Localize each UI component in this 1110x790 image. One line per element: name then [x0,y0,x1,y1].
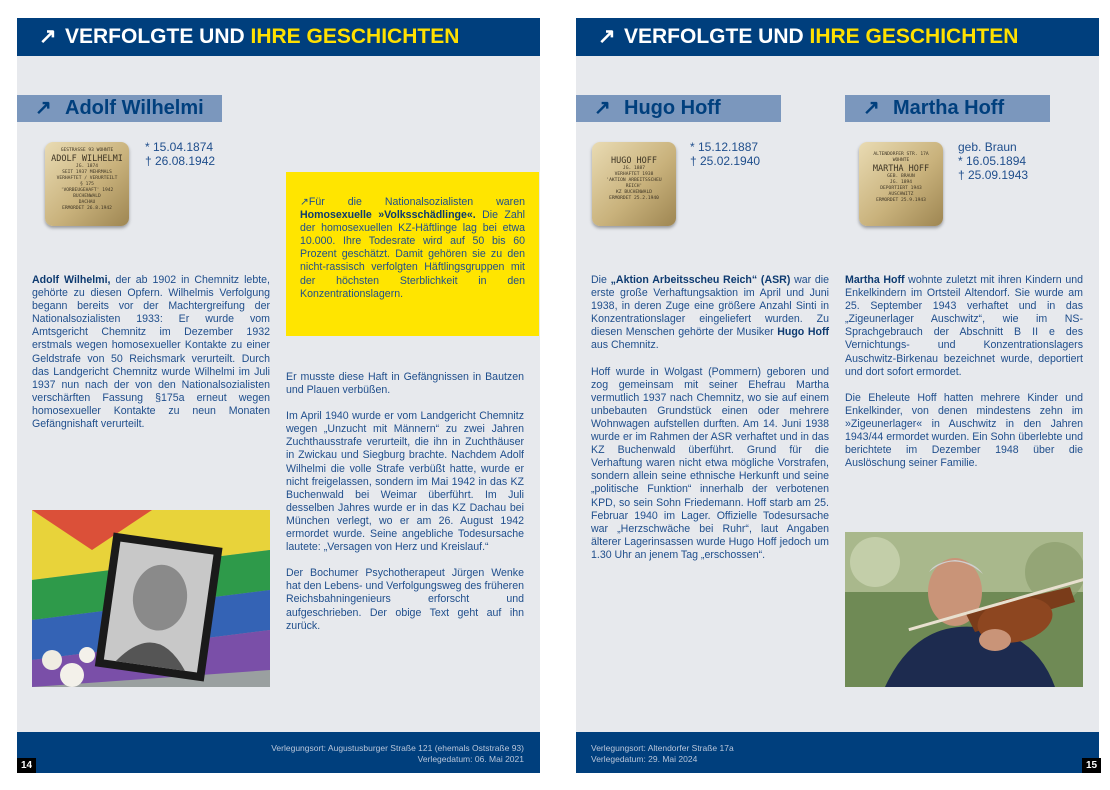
bold-name: Hugo Hoff [777,326,829,339]
stone-line: JG. 1894 [889,180,913,185]
stone-line: WOHNTE [892,158,910,163]
stone-line: JG. 1874 [75,164,99,169]
box-text: Die Zahl der homosexuellen KZ-Häftlinge lag bei etwa 10.000. Ihre Todesrate wird auf 50 bis 60 Prozent geschätzt. Damit gehören sie zu den nicht-rassisch verfolgten Häftlingsgruppen mit der höchsten Sterblichkeit in den Konzentrationslagern. [300,209,525,300]
maiden-name: geb. Braun [958,140,1017,154]
banner-title-highlight: IHRE GESCHICHTEN [250,25,460,48]
banner-title-prefix: VERFOLGTE UND [65,25,251,48]
footer-location: Verlegungsort: Altendorfer Straße 17a [591,743,734,753]
life-dates-martha [958,140,1028,182]
bold-name: Martha Hoff [845,274,905,286]
person-name: Adolf Wilhelmi [65,97,204,119]
birth-date: * 16.05.1894 [958,154,1027,168]
box-text: Für die Nationalsozialisten waren [308,196,525,208]
footer-date: Verlegedatum: 06. Mai 2021 [417,754,524,764]
stone-line: GESTRASSE 93 WOHNTE [60,148,114,153]
paragraph: Die [591,274,611,286]
stone-line: JG. 1887 [622,166,646,171]
right-column-text [286,371,524,646]
photo-violinist [845,532,1083,687]
box-bold: Homosexuelle »Volksschädlinge«. [300,209,476,222]
hugo-column-text [591,274,829,575]
stone-line: 'VORBEUGEHAFT' 1942 [60,188,114,193]
stone-line: 'AKTION ARBEITSSCHEU [606,178,662,183]
stolperstein-martha-hoff [859,142,943,226]
photo-portrait-on-rainbow-flag [32,510,270,687]
stone-line: ADOLF WILHELMI [51,154,123,164]
stone-line: GEB. BRAUN [887,174,915,179]
death-date: † 26.08.1942 [145,154,216,168]
person-name: Martha Hoff [893,97,1005,119]
left-banner [17,18,540,56]
stone-line: ERMORDET 25.2.1940 [609,196,659,201]
paragraph: Der Bochumer Psychotherapeut Jürgen Wenke hat den Lebens- und Verfolgungsweg des früheren Reichsbahningenieurs erforscht und aufgeschrieben. Der obige Text geht auf ihn zurück. [286,567,524,632]
right-page [576,18,1099,773]
death-date: † 25.02.1940 [690,154,761,168]
stone-line: VERHAFTET / VERURTEILT [56,176,118,181]
person-name: Hugo Hoff [624,97,721,119]
stone-line: REICH' [625,184,643,189]
stone-line: ERMORDET 26.8.1942 [62,206,112,211]
arrow-up-right-icon: ↗ [39,25,57,48]
name-tab-adolf-wilhelmi [17,95,222,122]
stone-line: DACHAU [78,200,96,205]
stone-line: ALTENDORFER STR. 17A [873,152,929,157]
stone-line: KZ BUCHENWALD [616,190,652,195]
paragraph: der ab 1902 in Chemnitz lebte, gehörte zu diesen Opfern. Wilhelmis Verfolgung begann bereits vor der Machtergreifung der Nationalsozialisten 1933: Er wurde vom Amtsgericht Chemnitz im Dezember 1932 erstmals wegen homosexueller Kontakte zu einer Geldstrafe von 50 Reichsmark verurteilt. Durch das Landgericht Chemnitz wurde Wilhelmi im Juli 1937 nun nach der von den Nationalsozialisten verschärften Fassung §175a erneut wegen homosexueller Kontakte zu neun Monaten Gefängnishaft verurteilt. [32,274,270,431]
death-date: † 25.09.1943 [958,168,1029,182]
arrow-up-right-icon: ↗ [598,25,616,48]
stone-line: VERHAFTET 1938 [614,172,654,177]
banner-title-prefix: VERFOLGTE UND [624,25,810,48]
paragraph: aus Chemnitz. [591,339,659,352]
right-footer [576,732,1099,773]
paragraph: Er musste diese Haft in Gefängnissen in Bautzen und Plauen verbüßen. [286,371,524,397]
paragraph: wohnte zuletzt mit ihren Kindern und Enkelkindern im Ortsteil Altendorf. Sie wurde am 25. September 1943 verhaftet und in das „Zigeunerlager Auschwitz“, wie im NS-Sprachgebrauch der Abschnitt B II e des Vernichtungs- und Konzentrationslagers Auschwitz-Birkenau bezeichnet wurde, deportiert und dort sofort ermordet. [845,274,1083,378]
life-dates-hugo [690,140,760,168]
stolperstein-wilhelmi [45,142,129,226]
birth-date: * 15.04.1874 [145,140,214,154]
name-tab-hugo-hoff [576,95,781,122]
bold-term: „Aktion Arbeitsscheu Reich“ (ASR) [610,274,791,286]
arrow-up-right-icon: ↗ [594,97,611,119]
paragraph: war die erste große Verhaftungsaktion im April und Juni 1938, in deren Zuge eine größere Anzahl Sinti in Konzentrationslager eingeliefert wurden. Zu diesen Menschen gehörte der Musiker [591,274,829,339]
right-banner [576,18,1099,56]
birth-date: * 15.12.1887 [690,140,759,154]
arrow-up-right-icon: ↗ [863,97,880,119]
name-tab-martha-hoff [845,95,1050,122]
stone-line: HUGO HOFF [610,156,658,166]
footer-location: Verlegungsort: Augustusburger Straße 121 (ehemals Oststraße 93) [271,743,524,753]
page-number-right: 15 [1082,758,1101,773]
page-number-left: 14 [17,758,36,773]
life-dates [145,140,215,168]
stone-line: § 175 [80,182,94,187]
stone-line: DEPORTIERT 1943 [880,186,922,191]
left-page [17,18,540,773]
stone-line: BUCHENWALD [73,194,101,199]
stolperstein-hugo-hoff [592,142,676,226]
left-column-text [32,274,270,444]
stone-line: ERMORDET 25.9.1943 [876,198,926,203]
martha-column-text [845,274,1083,483]
footer-date: Verlegedatum: 29. Mai 2024 [591,754,698,764]
paragraph: Die Eheleute Hoff hatten mehrere Kinder und Enkelkinder, von denen mindestens zehn im »Zigeunerlager« in Auschwitz in den Jahren 1943/44 ermordet wurden. Ein Sohn überlebte und berichtete im Dezember 1948 über die Auslöschung seiner Familie. [845,391,1083,470]
stone-line: MARTHA HOFF [872,164,930,174]
left-footer [17,732,540,773]
bold-name: Adolf Wilhelmi, [32,274,111,286]
stone-line: AUSCHWITZ [888,192,914,197]
paragraph: Hoff wurde in Wolgast (Pommern) geboren und zog gemeinsam mit seiner Ehefrau Martha vermutlich 1937 nach Chemnitz, wo sie auf einem unbebauten Grundstück einen oder mehrere Wohnwagen aufstellen durften. Am 14. Juni 1938 wurde er im Rahmen der ASR verhaftet und in das KZ Buchenwald überführt. Grund für die Verhaftung waren nicht etwa mögliche Vorstrafen, sondern allein seine ethnische Herkunft und seine „politische Funktion“ innerhalb der verbotenen KPD, so sein Sohn Friedemann. Hoff starb am 25. Februar 1940 im Lager. Offizielle Todesursache war „Herzschwäche bei Ruhr“, laut Angaben älterer Lagerinsassen wurde Hugo Hoff jedoch um 1.30 Uhr an jenem Tag „erschossen“. [591,365,829,561]
stone-line: SEIT 1937 MEHRMALS [62,170,112,175]
arrow-up-right-icon: ↗ [300,196,309,208]
paragraph: Im April 1940 wurde er vom Landgericht Chemnitz wegen „Unzucht mit Männern“ zu zwei Jahren Zuchthausstrafe verurteilt, die ihn in Zuchthäuser in Zwickau und Siegburg brachte. Nachdem Adolf Wilhelmi die volle Strafe verbüßt hatte, wurde er nicht freigelassen, sondern im Mai 1942 in das KZ Buchenwald bei Weimar überführt. Im Juli desselben Jahres wurde er in das KZ Dachau bei München verlegt, wo er am 26. August 1942 ermordet wurde. Seine angebliche Todesursache lautete: „Versagen von Herz und Kreislauf.“ [286,410,524,554]
info-box-homosexuelle [286,172,539,336]
arrow-up-right-icon: ↗ [35,97,52,119]
banner-title-highlight: IHRE GESCHICHTEN [809,25,1019,48]
